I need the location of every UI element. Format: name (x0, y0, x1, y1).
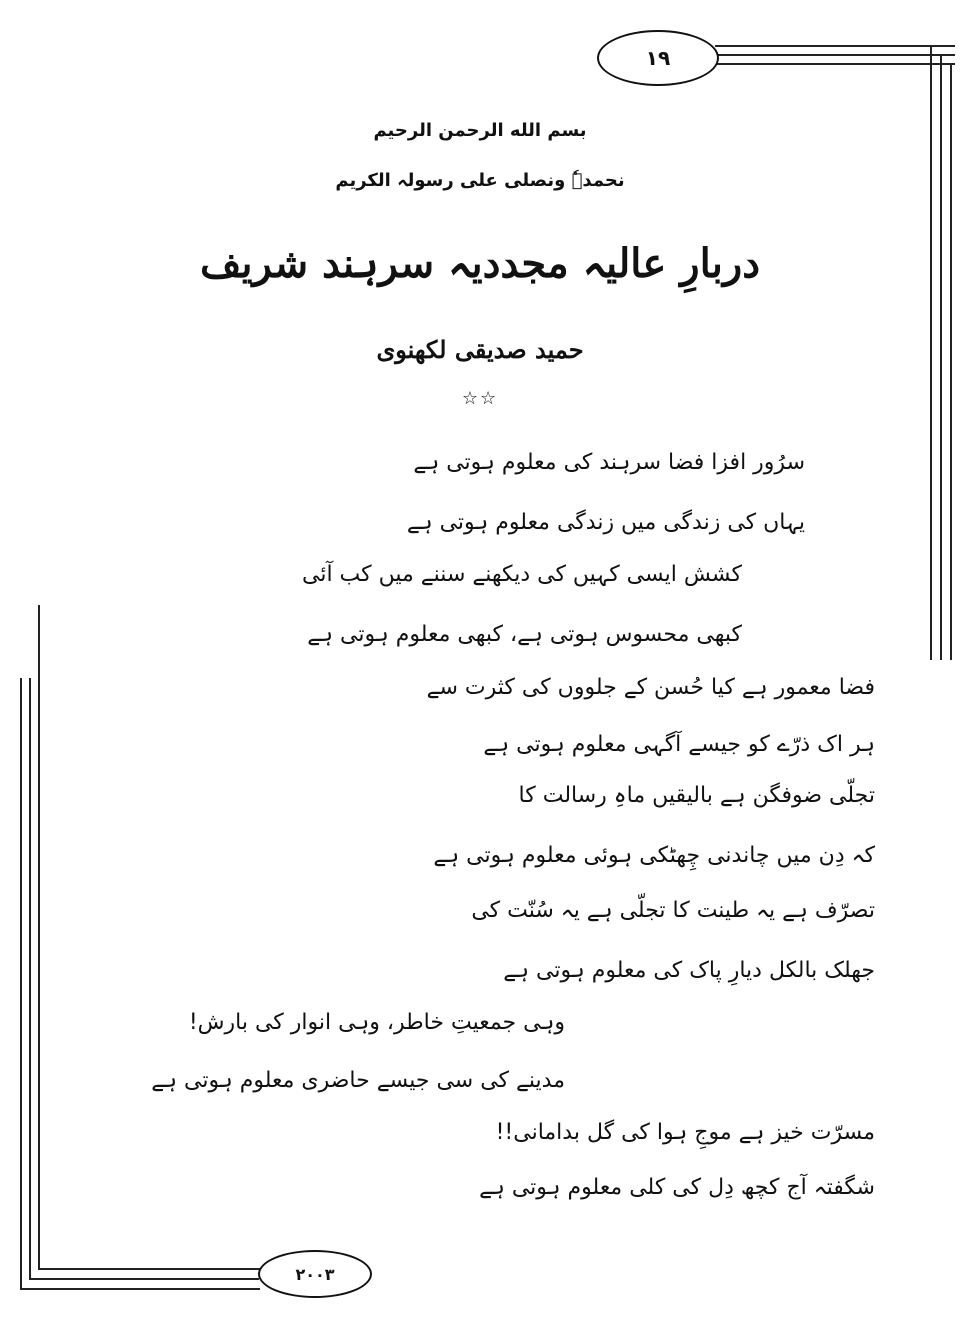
frame-top-line-1 (715, 45, 955, 47)
verse-line-3: کشش ایسی کہیں کی دیکھنے سننے میں کب آئی (301, 562, 742, 587)
footer-code-badge (258, 1250, 372, 1298)
page-number-badge (597, 30, 719, 86)
frame-bottom-line-3 (38, 1268, 260, 1270)
frame-top-line-2 (715, 54, 955, 56)
verse-line-4: کبھی محسوس ہوتی ہے، کبھی معلوم ہوتی ہے (307, 622, 742, 647)
verse-line-5: فضا معمور ہے کیا حُسن کے جلووں کی کثرت سے (426, 675, 875, 700)
footer-code: ۲۰۰۳ (295, 1264, 335, 1284)
frame-bottom-line-1 (20, 1288, 260, 1290)
verse-line-9: تصرّف ہے یہ طینت کا تجلّی ہے یہ سُنّت کی (471, 898, 875, 923)
frame-left-line-3 (38, 605, 40, 1270)
frame-left-line-1 (20, 678, 22, 1288)
verse-line-6: ہر اک ذرّے کو جیسے آگہی معلوم ہوتی ہے (483, 732, 875, 757)
frame-bottom-line-2 (29, 1278, 259, 1280)
frame-left-line-2 (29, 678, 31, 1278)
verse-line-11: وہی جمعیتِ خاطر، وہی انوار کی بارش! (188, 1010, 565, 1035)
verse-line-14: شگفتہ آج کچھ دِل کی کلی معلوم ہوتی ہے (479, 1175, 875, 1200)
verse-line-7: تجلّی ضوفگن ہے بالیقیں ماہِ رسالت کا (518, 783, 875, 808)
page-number: ۱۹ (645, 46, 671, 70)
verse-line-1: سرُور افزا فضا سرہند کی معلوم ہوتی ہے (413, 450, 805, 475)
verse-line-13: مسرّت خیز ہے موجِ ہوا کی گل بدامانی!! (495, 1120, 875, 1145)
star-ornament: ☆☆ (461, 388, 499, 409)
poem-author: حمید صدیقی لکھنوی (376, 335, 584, 364)
verse-line-12: مدینے کی سی جیسے حاضری معلوم ہوتی ہے (151, 1068, 565, 1093)
verse-line-2: یہاں کی زندگی میں زندگی معلوم ہوتی ہے (406, 510, 805, 535)
frame-top-line-3 (715, 63, 955, 65)
verse-line-10: جھلک بالکل دیارِ پاک کی معلوم ہوتی ہے (503, 958, 875, 983)
poem-title: دربارِ عالیہ مجددیہ سرہند شریف (199, 240, 761, 287)
verse-line-8: کہ دِن میں چاندنی چِھٹکی ہوئی معلوم ہوتی ہے (433, 843, 875, 868)
bismillah-line: بسم الله الرحمن الرحیم (373, 120, 587, 141)
salutation-line: نحمدہٗ ونصلی علی رسولہ الکریم (335, 170, 625, 191)
